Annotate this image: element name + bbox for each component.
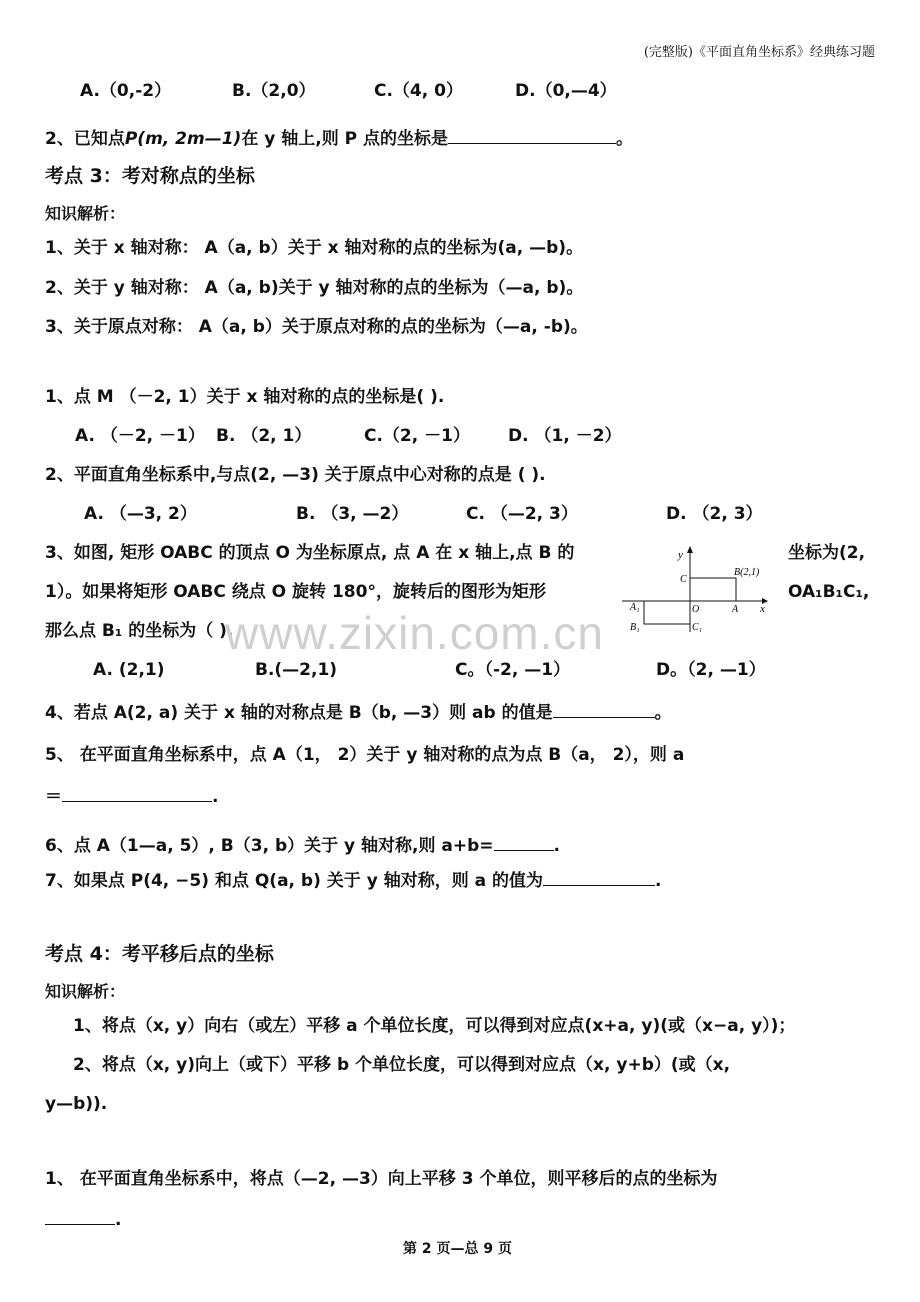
question-text: 6、点 A（1—a, 5）, B（3, b）关于 y 轴对称,则 a+b= [45, 836, 494, 856]
question-text: 7、如果点 P(4, −5) 和点 Q(a, b) 关于 y 轴对称，则 a 的值为 [45, 871, 544, 891]
question-end: 。 [616, 129, 633, 149]
label-c: C [680, 574, 687, 585]
analysis-label-2: 知识解析： [45, 982, 126, 1001]
s3-q2-option-b: B. （3, —2） [296, 504, 409, 524]
label-b1: B₁ [630, 622, 640, 633]
s3-q3-option-c: C。（-2, —1） [455, 660, 571, 680]
s3-question-5-line2 [45, 785, 218, 808]
page-footer: 第 2 页—总 9 页 [403, 1241, 512, 1257]
y-axis-arrow-icon [687, 546, 693, 553]
rectangle-oabc [690, 578, 736, 601]
option-d: D.（0,—4） [515, 81, 617, 101]
s4-question-1: 1、 在平面直角坐标系中，将点（—2, —3）向上平移 3 个单位，则平移后的点的坐标为 [45, 1169, 718, 1189]
answer-blank[interactable] [62, 785, 212, 802]
section-4-title: 考点 4：考平移后点的坐标 [45, 943, 274, 965]
s3-question-7 [45, 869, 661, 892]
s3-question-6 [45, 834, 560, 857]
rule-origin: 3、关于原点对称： A（a, b）关于原点对称的点的坐标为（—a, -b)。 [45, 317, 588, 337]
label-o: O [692, 604, 700, 615]
answer-blank[interactable] [543, 869, 655, 886]
question-text: ＝ [45, 787, 62, 807]
s3-question-2: 2、平面直角坐标系中,与点(2, —3) 关于原点中心对称的点是 ( ). [45, 465, 546, 485]
s3-question-5-line1: 5、 在平面直角坐标系中，点 A（1， 2）关于 y 轴对称的点为点 B（a， 2），则 a [45, 745, 685, 765]
rule-x-axis: 1、关于 x 轴对称： A（a, b）关于 x 轴对称的点的坐标为(a, —b)。 [45, 238, 584, 258]
s3-q3-option-d: D。（2, —1） [656, 660, 766, 680]
translation-rule-2-line1: 2、将点（x, y)向上（或下）平移 b 个单位长度，可以得到对应点（x, y+b）(或（x, [73, 1055, 731, 1075]
s3-q2-option-d: D. （2, 3） [666, 504, 763, 524]
s3-question-3-line2-end: OA₁B₁C₁, [788, 582, 870, 602]
s3-question-4 [45, 701, 672, 724]
label-x: x [760, 603, 765, 615]
question-end: . [553, 836, 561, 856]
translation-rule-2-line2: y—b)). [45, 1094, 108, 1114]
s3-q3-option-b: B.(—2,1) [255, 660, 338, 680]
section-3-title: 考点 3：考对称点的坐标 [45, 165, 255, 187]
s3-q1-option-b: B. （2, 1） [216, 426, 312, 446]
question-end: . [655, 871, 662, 891]
s3-q2-option-c: C. （—2, 3） [466, 504, 578, 524]
answer-blank[interactable] [553, 701, 655, 718]
rule-y-axis: 2、关于 y 轴对称： A（a, b)关于 y 轴对称的点的坐标为（—a, b)。 [45, 278, 584, 298]
translation-rule-1: 1、将点（x, y）向右（或左）平移 a 个单位长度，可以得到对应点(x+a, y)(或（x−a, y）)； [73, 1016, 796, 1036]
s4-question-1-answer [45, 1208, 121, 1231]
option-b: B.（2,0） [232, 81, 316, 101]
s3-question-3-line3: 那么点 B₁ 的坐标为（ ). [45, 621, 234, 641]
analysis-label: 知识解析： [45, 204, 126, 223]
s3-question-1: 1、点 M （－2, 1）关于 x 轴对称的点的坐标是( ). [45, 387, 445, 407]
question-text: 4、若点 A(2, a) 关于 x 轴的对称点是 B（b, —3）则 ab 的值是 [45, 703, 553, 723]
label-a: A [732, 604, 739, 615]
s3-q1-option-c: C.（2, －1） [364, 426, 470, 446]
s3-q2-option-a: A. （—3, 2） [84, 504, 197, 524]
s3-q3-option-a: A. (2,1) [93, 660, 165, 680]
label-c1: C₁ [692, 622, 703, 633]
rectangle-oa1b1c1 [644, 601, 690, 624]
label-b: B(2,1) [734, 567, 760, 578]
label-y: y [678, 549, 683, 561]
question-2 [45, 127, 633, 150]
option-c: C.（4, 0） [374, 81, 463, 101]
s3-question-3-line2: 1）。如果将矩形 OABC 绕点 O 旋转 180°，旋转后的图形为矩形 [45, 582, 546, 602]
question-text-tail: 在 y 轴上,则 P 点的坐标是 [241, 129, 448, 149]
s3-q1-option-a: A. （－2, －1） [75, 426, 205, 446]
watermark: www.zixin.com.cn [225, 607, 604, 659]
point-expression: P(m, 2m—1) [124, 129, 242, 149]
page-header: (完整版)《平面直角坐标系》经典练习题 [643, 45, 875, 60]
answer-blank[interactable] [45, 1208, 115, 1225]
question-end: 。 [654, 703, 672, 723]
s3-question-3-line1: 3、如图, 矩形 OABC 的顶点 O 为坐标原点, 点 A 在 x 轴上,点 B 的 [45, 543, 575, 563]
answer-blank[interactable] [494, 834, 554, 851]
rectangle-rotation-figure [620, 540, 770, 635]
question-end: . [212, 787, 219, 807]
answer-blank[interactable] [448, 127, 616, 144]
option-a: A.（0,-2） [80, 81, 172, 101]
question-text: 2、已知点 [45, 129, 125, 149]
label-a1: A₁ [630, 602, 640, 613]
s3-question-3-line1-end: 坐标为(2, [788, 543, 866, 563]
s3-q1-option-d: D. （1, －2） [508, 426, 622, 446]
question-end: . [115, 1210, 122, 1230]
